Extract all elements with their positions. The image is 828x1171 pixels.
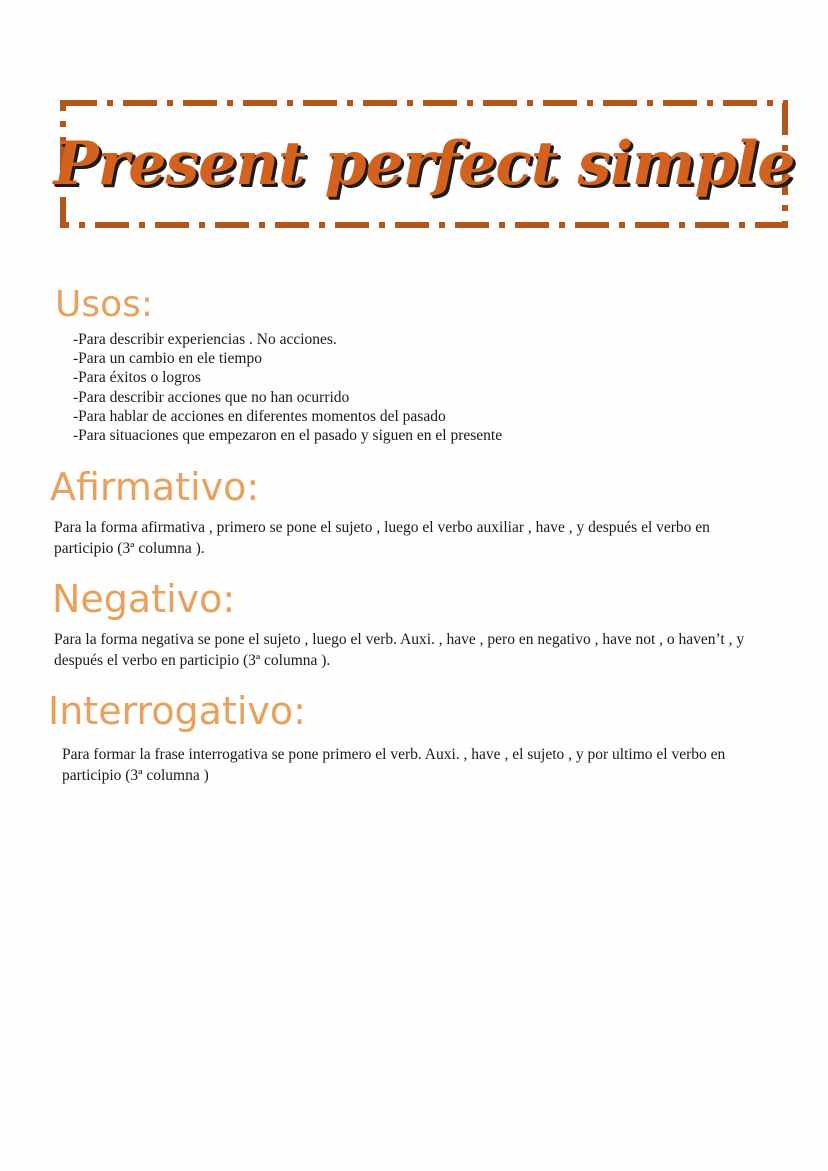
afirmativo-paragraph: Para la forma afirmativa , primero se pone el sujeto , luego el verbo auxiliar , have , y después el verbo en participio (3ª columna ). [54, 519, 710, 557]
title-banner [53, 100, 795, 228]
list-item: -Para éxitos o logros [73, 369, 201, 387]
list-item: -Para un cambio en ele tiempo [73, 350, 262, 368]
page-title: Present perfect simple [53, 129, 795, 199]
negativo-heading: Negativo: [52, 577, 236, 621]
list-item: -Para situaciones que empezaron en el pasado y siguen en el presente [73, 427, 503, 445]
interrogativo-paragraph: Para formar la frase interrogativa se pone primero el verb. Auxi. , have , el sujeto , y por ultimo el verbo en participio (3ª columna ) [62, 746, 726, 784]
afirmativo-heading: Afirmativo: [50, 465, 260, 509]
interrogativo-heading: Interrogativo: [48, 689, 306, 733]
negativo-paragraph: Para la forma negativa se pone el sujeto , luego el verb. Auxi. , have , pero en negativo , have not , o haven’t , y después el verbo en participio (3ª columna ). [54, 631, 745, 669]
usos-list [73, 330, 502, 445]
list-item: -Para describir experiencias . No acciones. [73, 331, 337, 348]
list-item: -Para hablar de acciones en diferentes momentos del pasado [73, 407, 446, 425]
list-item: -Para describir acciones que no han ocurrido [73, 388, 350, 406]
usos-heading: Usos: [55, 284, 154, 325]
